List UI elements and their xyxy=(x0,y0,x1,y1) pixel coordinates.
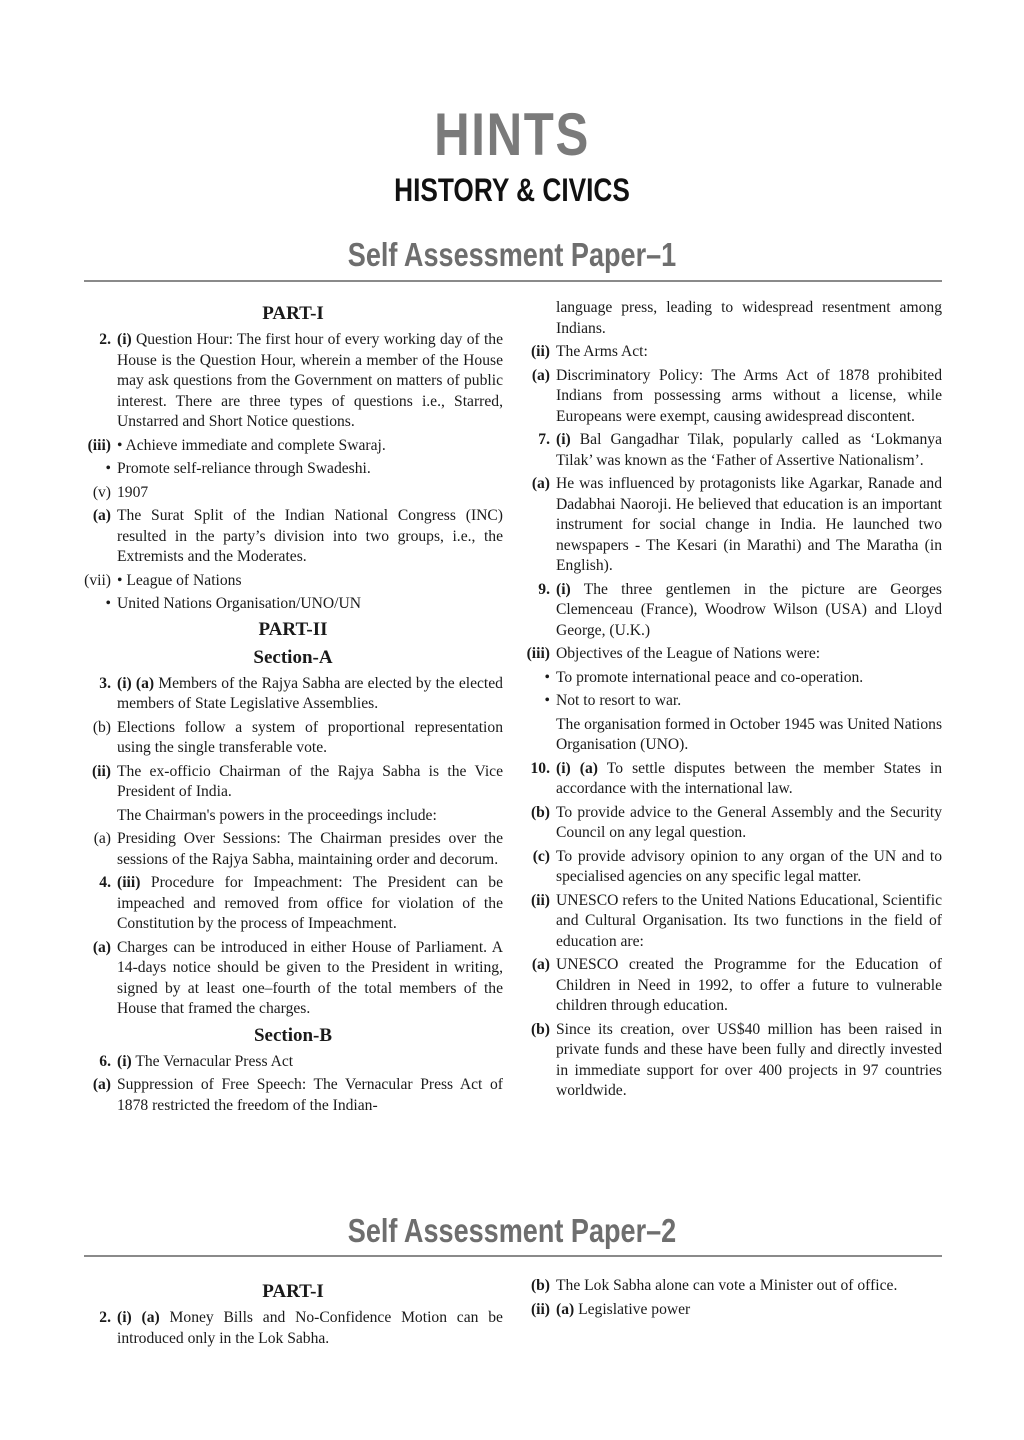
question-number: (a) xyxy=(531,366,550,384)
answer-item xyxy=(522,644,942,665)
section-heading: Section-A xyxy=(253,646,333,668)
question-number: 7. xyxy=(538,431,550,448)
question-number: (a) xyxy=(531,956,550,973)
sub-label: (i) xyxy=(117,331,132,348)
answer-item xyxy=(522,1300,942,1321)
answer-item xyxy=(83,829,503,870)
answer-text: UNESCO refers to the United Nations Educational, Scientific and Cultural Organisation. Its two functions in the field of education are: xyxy=(556,891,942,950)
question-number: (ii) xyxy=(530,343,550,360)
answer-text: The Surat Split of the Indian National Congress (INC) resulted in the party’s division into two groups, i.e., the Extremists and the Moderates. xyxy=(117,507,503,565)
answer-item xyxy=(83,436,503,457)
answer-text: Charges can be introduced in either House of Parliament. A 14-days notice should be given to the President in writing, signed by at least one–fourth of the total members of the House that framed the charges. xyxy=(117,938,503,1017)
paper2-rule xyxy=(84,1255,942,1257)
answer-text: The organisation formed in October 1945 was United Nations Organisation (UNO). xyxy=(556,715,943,753)
subject-title: HISTORY & CIVICS xyxy=(394,172,630,208)
answer-text: Promote self-reliance through Swadeshi. xyxy=(117,460,371,477)
answer-item xyxy=(522,342,942,363)
answer-text: (a) Legislative power xyxy=(556,1300,691,1318)
answer-item xyxy=(83,1075,503,1116)
sub-label: (i) xyxy=(117,1052,132,1070)
answer-text: The Lok Sabha alone can vote a Minister out of office. xyxy=(556,1277,898,1294)
answer-text: The Arms Act: xyxy=(556,343,648,360)
question-number: 6. xyxy=(99,1052,111,1070)
paper1-right-column xyxy=(522,298,942,1105)
answer-text: (i) (a) Money Bills and No-Confidence Motion can be introduced only in the Lok Sabha. xyxy=(117,1309,503,1347)
answer-text: (i) Question Hour: The first hour of every working day of the House is the Question Hour, wherein a member of the House may ask questions from the Government on matters of public interest. There are three types of questions i.e., Starred, Unstarred and Short Notice questions. xyxy=(117,331,504,430)
answer-text: • League of Nations xyxy=(117,571,242,589)
answer-item xyxy=(522,803,942,844)
answer-text: Since its creation, over US$40 million has been raised in private funds and these have been fully and directly invested in immediate support for over 400 projects in 97 countries worldwide. xyxy=(556,1020,942,1099)
question-number: 10. xyxy=(530,759,550,777)
bullet-marker: • xyxy=(105,595,111,612)
bullet-marker: • xyxy=(105,460,111,477)
answer-item xyxy=(83,483,503,504)
answer-text: Elections follow a system of proportional representation using the single transferable vote. xyxy=(117,718,503,756)
answer-text: He was influenced by protagonists like Agarkar, Ranade and Dadabhai Naoroji. He believed that education is an important instrument for social change in India. He launched two newspapers - The Kesari (in Marathi) and The Maratha (in English). xyxy=(556,475,942,574)
answer-item xyxy=(522,366,942,428)
answer-text: To provide advisory opinion to any organ of the UN and to specialised agencies on any specific legal matter. xyxy=(556,847,942,885)
answer-item xyxy=(83,674,503,715)
answer-item xyxy=(83,1308,503,1349)
answer-text: (i) The Vernacular Press Act xyxy=(117,1052,294,1070)
section-heading: Section-B xyxy=(253,1024,333,1046)
answer-item xyxy=(522,580,942,642)
answer-text: (i) (a) To settle disputes between the member States in accordance with the international law. xyxy=(556,759,942,797)
bullet-item xyxy=(522,691,942,712)
question-number: (vii) xyxy=(84,571,111,589)
question-number: (b) xyxy=(530,803,550,821)
answer-text: To provide advice to the General Assembly and the Security Council on any legal question. xyxy=(556,803,942,841)
answer-item xyxy=(522,891,942,953)
answer-text: (i) (a) Members of the Rajya Sabha are elected by the elected members of State Legislative Assemblies. xyxy=(117,674,503,712)
bullet-item xyxy=(83,594,503,615)
answer-item xyxy=(83,330,503,433)
answer-text: Suppression of Free Speech: The Vernacular Press Act of 1878 restricted the freedom of the Indian- xyxy=(117,1076,503,1114)
paper1-title: Self Assessment Paper–1 xyxy=(347,236,677,273)
answer-text: To promote international peace and co-operation. xyxy=(556,668,864,686)
answer-item xyxy=(522,847,942,888)
question-number: 2. xyxy=(99,1309,111,1326)
sub-label: (i) (a) xyxy=(117,674,155,692)
question-number: (a) xyxy=(92,938,111,956)
question-number: 2. xyxy=(99,331,111,348)
answer-text: 1907 xyxy=(117,483,149,501)
bullet-marker: • xyxy=(544,668,550,686)
question-number: (b) xyxy=(530,1277,550,1294)
section-heading: PART-II xyxy=(258,618,328,640)
paper2-title: Self Assessment Paper–2 xyxy=(347,1212,677,1249)
question-number: (iii) xyxy=(87,436,111,454)
question-number: (a) xyxy=(92,1076,111,1093)
answer-item xyxy=(83,762,503,803)
answer-item xyxy=(83,571,503,592)
section-heading: PART-I xyxy=(262,1281,324,1302)
sub-label: (i) (a) xyxy=(117,1309,160,1326)
answer-item xyxy=(83,873,503,935)
question-number: (a) xyxy=(531,475,550,492)
question-number: (b) xyxy=(530,1020,550,1038)
bullet-item xyxy=(522,668,942,689)
answer-item xyxy=(522,430,942,471)
answer-item xyxy=(83,938,503,1020)
paper2-right-column xyxy=(522,1276,942,1323)
bullet-item xyxy=(83,459,503,480)
answer-text: United Nations Organisation/UNO/UN xyxy=(117,595,361,612)
answer-text: language press, leading to widespread resentment among Indians. xyxy=(556,299,942,337)
question-number: (ii) xyxy=(530,891,550,909)
question-number: (a) xyxy=(92,507,111,524)
question-number: (c) xyxy=(532,847,550,865)
answer-item xyxy=(522,759,942,800)
question-number: 4. xyxy=(99,874,111,891)
section-heading: PART-I xyxy=(262,303,324,324)
sub-label: (i) (a) xyxy=(556,759,598,777)
answer-text: Objectives of the League of Nations were: xyxy=(556,645,821,662)
question-number: (a) xyxy=(93,830,111,847)
paper1-rule xyxy=(84,280,942,282)
answer-item xyxy=(522,955,942,1017)
answer-text: The ex-officio Chairman of the Rajya Sabha is the Vice President of India. xyxy=(117,762,503,800)
question-number: (iii) xyxy=(526,645,550,662)
bullet-marker: • xyxy=(544,692,550,709)
question-number: 9. xyxy=(538,580,550,598)
answer-text: UNESCO created the Programme for the Education of Children in Need in 1992, to offer a future to vulnerable children through education. xyxy=(556,956,942,1014)
answer-item xyxy=(522,1276,942,1297)
question-number: (b) xyxy=(92,718,111,736)
question-number: (ii) xyxy=(530,1300,550,1318)
sub-label: (i) xyxy=(556,431,571,448)
question-number: 3. xyxy=(99,674,111,692)
question-number: (ii) xyxy=(91,762,111,780)
answer-text: The Chairman's powers in the proceedings include: xyxy=(117,806,437,824)
answer-text: (iii) Procedure for Impeachment: The President can be impeached and removed from office for violation of the Constitution by the process of Impeachment. xyxy=(117,874,503,932)
answer-item xyxy=(83,718,503,759)
answer-text: (i) The three gentlemen in the picture are Georges Clemenceau (France), Woodrow Wilson (USA) and Lloyd George, (U.K.) xyxy=(556,580,942,639)
answer-text: Presiding Over Sessions: The Chairman presides over the sessions of the Rajya Sabha, maintaining order and decorum. xyxy=(117,830,503,868)
answer-text: • Achieve immediate and complete Swaraj. xyxy=(117,436,386,454)
answer-text: (i) Bal Gangadhar Tilak, popularly called as ‘Lokmanya Tilak’ was known as the ‘Father of Assertive Nationalism’. xyxy=(556,431,942,469)
hints-title: HINTS xyxy=(434,101,590,168)
answer-text: Discriminatory Policy: The Arms Act of 1878 prohibited Indians from possessing arms without a license, while Europeans were exempt, causing awidespread discontent. xyxy=(556,366,942,425)
sub-label: (i) xyxy=(556,580,571,598)
answer-item xyxy=(83,1052,503,1073)
answer-item xyxy=(522,474,942,577)
answer-text: Not to resort to war. xyxy=(556,692,682,709)
question-number: (v) xyxy=(92,483,111,501)
answer-item xyxy=(522,1020,942,1102)
sub-label: (iii) xyxy=(117,874,141,891)
sub-label: (a) xyxy=(556,1300,575,1318)
paper1-left-column xyxy=(83,300,503,1119)
paper2-left-column xyxy=(83,1278,503,1352)
answer-item xyxy=(83,506,503,568)
